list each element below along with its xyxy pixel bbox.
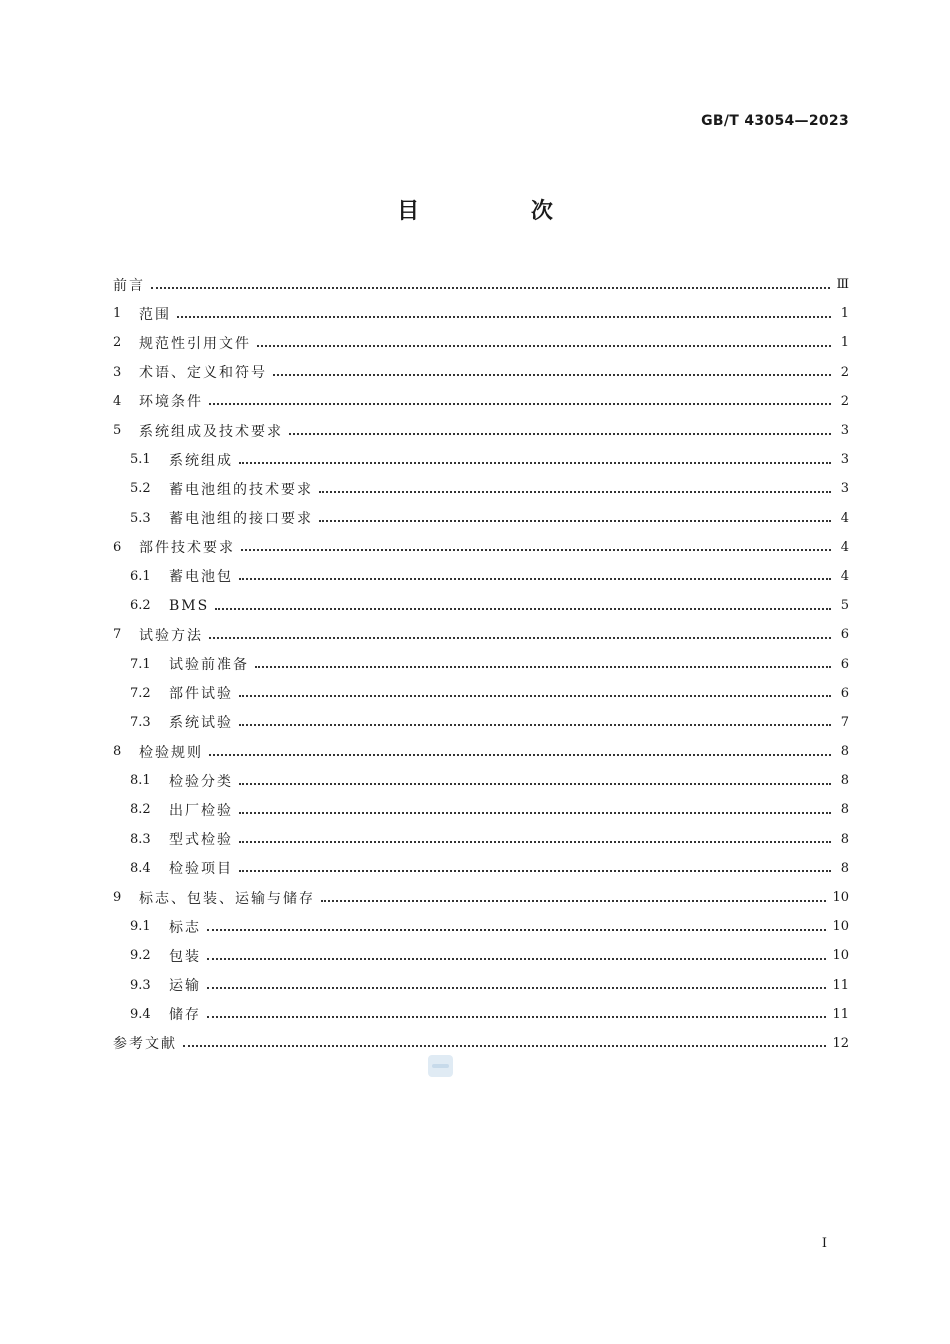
toc-leader-dots <box>183 1031 826 1047</box>
toc-leader-dots <box>207 973 826 989</box>
toc-entry-page: 1 <box>840 306 849 322</box>
toc-entry-label: 检验项目 <box>169 861 233 878</box>
toc-entry[interactable] <box>113 649 849 678</box>
toc-entry-label: 系统组成 <box>169 452 233 469</box>
toc-leader-dots <box>239 448 831 464</box>
toc-entry-page: 12 <box>832 1035 849 1051</box>
toc-entry-label: 规范性引用文件 <box>139 335 251 352</box>
toc-leader-dots <box>207 1002 826 1018</box>
toc-entry-page: 2 <box>840 364 849 380</box>
toc-leader-dots <box>319 477 831 493</box>
toc-entry-page: 8 <box>840 744 849 760</box>
toc-leader-dots <box>273 360 831 376</box>
toc-leader-dots <box>239 564 831 580</box>
toc-entry[interactable] <box>113 1000 849 1029</box>
toc-leader-dots <box>241 535 831 551</box>
toc-leader-dots <box>257 331 831 347</box>
toc-leader-dots <box>209 389 831 405</box>
toc-entry-label: 蓄电池包 <box>169 569 233 586</box>
toc-entry-label: 标志、包装、运输与储存 <box>139 890 315 907</box>
toc-entry-number: 6 <box>113 539 122 555</box>
toc-entry-label: 试验前准备 <box>169 657 249 674</box>
toc-entry-number: 8 <box>113 744 122 760</box>
toc-entry-number: 8.3 <box>130 831 151 847</box>
toc-entry-page: 11 <box>832 1006 849 1022</box>
toc-entry-label: BMS <box>169 597 210 614</box>
toc-entry-page: 10 <box>832 890 849 906</box>
toc-entry-number: 6.1 <box>130 568 151 584</box>
toc-entry[interactable] <box>113 883 849 912</box>
toc-entry-page: 8 <box>840 860 849 876</box>
toc-entry-number: 7 <box>113 627 122 643</box>
toc-entry[interactable] <box>113 766 849 795</box>
toc-entry-page: 10 <box>832 948 849 964</box>
toc-entry-number: 5 <box>113 423 122 439</box>
toc-entry-number: 9.1 <box>130 919 151 935</box>
toc-entry-page: 8 <box>840 773 849 789</box>
toc-entry-label: 标志 <box>169 919 201 936</box>
toc-entry[interactable] <box>113 474 849 503</box>
toc-entry[interactable] <box>113 299 849 328</box>
toc-entry-page: 2 <box>840 393 849 409</box>
toc-entry[interactable] <box>113 562 849 591</box>
toc-entry-number: 9.2 <box>130 948 151 964</box>
toc-entry-page: 8 <box>840 831 849 847</box>
toc-entry-label: 出厂检验 <box>169 802 233 819</box>
toc-entry-label: 系统组成及技术要求 <box>139 423 283 440</box>
toc-entry-number: 8.1 <box>130 773 151 789</box>
toc-entry[interactable] <box>113 504 849 533</box>
toc-entry-number: 2 <box>113 335 122 351</box>
toc-leader-dots <box>255 652 831 668</box>
toc-entry-number: 7.1 <box>130 656 151 672</box>
toc-entry-number: 1 <box>113 306 122 322</box>
toc-entry-page: 3 <box>840 452 849 468</box>
toc-entry[interactable] <box>113 854 849 883</box>
toc-entry-label: 运输 <box>169 978 201 995</box>
toc-entry-page: 6 <box>840 656 849 672</box>
toc-entry[interactable] <box>113 416 849 445</box>
toc-entry-number: 9.4 <box>130 1006 151 1022</box>
toc-leader-dots <box>239 769 831 785</box>
toc-entry-page: 4 <box>840 539 849 555</box>
page-title: 目 次 <box>397 199 605 224</box>
toc-entry-label: 试验方法 <box>139 627 203 644</box>
toc-entry-label: 前言 <box>113 277 145 294</box>
toc-entry-number: 5.3 <box>130 510 151 526</box>
toc-entry-page: 7 <box>840 714 849 730</box>
toc-entry[interactable] <box>113 591 849 620</box>
toc-entry[interactable] <box>113 328 849 357</box>
toc-leader-dots <box>215 594 831 610</box>
toc-entry-page: 4 <box>840 568 849 584</box>
toc-entry-label: 环境条件 <box>139 394 203 411</box>
toc-entry-label: 包装 <box>169 948 201 965</box>
page-number: Ⅰ <box>821 1236 827 1251</box>
toc-entry[interactable] <box>113 679 849 708</box>
toc-entry-number: 9 <box>113 890 122 906</box>
toc-leader-dots <box>207 944 826 960</box>
toc-leader-dots <box>239 856 831 872</box>
toc-entry-label: 参考文献 <box>113 1036 177 1053</box>
toc-entry-number: 6.2 <box>130 598 151 614</box>
toc-entry-label: 储存 <box>169 1007 201 1024</box>
toc-entry-label: 蓄电池组的接口要求 <box>169 511 313 528</box>
toc-entry-label: 范围 <box>139 306 171 323</box>
toc-entry-number: 3 <box>113 364 122 380</box>
toc-leader-dots <box>239 681 831 697</box>
toc-entry-number: 8.2 <box>130 802 151 818</box>
toc-entry[interactable] <box>113 795 849 824</box>
toc-leader-dots <box>321 886 826 902</box>
toc-entry-page: 11 <box>832 977 849 993</box>
toc-entry-number: 8.4 <box>130 860 151 876</box>
toc-entry-label: 检验规则 <box>139 744 203 761</box>
standard-code: GB/T 43054—2023 <box>701 113 849 129</box>
toc-entry[interactable] <box>113 270 849 299</box>
toc-entry-page: 6 <box>840 627 849 643</box>
toc-entry[interactable] <box>113 387 849 416</box>
toc-entry-label: 系统试验 <box>169 715 233 732</box>
sac-watermark-logo <box>428 1055 453 1077</box>
table-of-contents <box>113 270 849 1058</box>
toc-entry-page: 1 <box>840 335 849 351</box>
toc-entry-number: 5.2 <box>130 481 151 497</box>
toc-leader-dots <box>239 798 831 814</box>
toc-entry-label: 蓄电池组的技术要求 <box>169 481 313 498</box>
toc-entry[interactable] <box>113 971 849 1000</box>
toc-entry-label: 检验分类 <box>169 773 233 790</box>
toc-entry-number: 5.1 <box>130 452 151 468</box>
toc-entry[interactable] <box>113 1029 849 1058</box>
toc-entry[interactable] <box>113 533 849 562</box>
toc-entry-page: 8 <box>840 802 849 818</box>
toc-entry[interactable] <box>113 737 849 766</box>
toc-leader-dots <box>319 506 831 522</box>
toc-leader-dots <box>207 915 826 931</box>
toc-leader-dots <box>209 740 831 756</box>
toc-entry-number: 7.3 <box>130 714 151 730</box>
toc-entry-number: 7.2 <box>130 685 151 701</box>
toc-entry[interactable] <box>113 825 849 854</box>
toc-leader-dots <box>209 623 831 639</box>
toc-entry[interactable] <box>113 941 849 970</box>
toc-entry-page: 3 <box>840 481 849 497</box>
toc-entry[interactable] <box>113 912 849 941</box>
toc-entry-label: 部件技术要求 <box>139 540 235 557</box>
toc-entry-page: 6 <box>840 685 849 701</box>
toc-leader-dots <box>289 419 831 435</box>
toc-entry-label: 部件试验 <box>169 686 233 703</box>
toc-entry-label: 术语、定义和符号 <box>139 365 267 382</box>
toc-leader-dots <box>177 302 831 318</box>
toc-entry-number: 9.3 <box>130 977 151 993</box>
toc-entry-page: Ⅲ <box>836 277 849 293</box>
toc-entry-page: 3 <box>840 423 849 439</box>
toc-entry-label: 型式检验 <box>169 832 233 849</box>
toc-entry[interactable] <box>113 620 849 649</box>
toc-entry[interactable] <box>113 358 849 387</box>
toc-entry[interactable] <box>113 445 849 474</box>
toc-entry[interactable] <box>113 708 849 737</box>
toc-leader-dots <box>239 710 831 726</box>
toc-leader-dots <box>151 273 830 289</box>
toc-leader-dots <box>239 827 831 843</box>
toc-entry-page: 5 <box>840 598 849 614</box>
toc-entry-number: 4 <box>113 393 122 409</box>
toc-entry-page: 4 <box>840 510 849 526</box>
toc-entry-page: 10 <box>832 919 849 935</box>
